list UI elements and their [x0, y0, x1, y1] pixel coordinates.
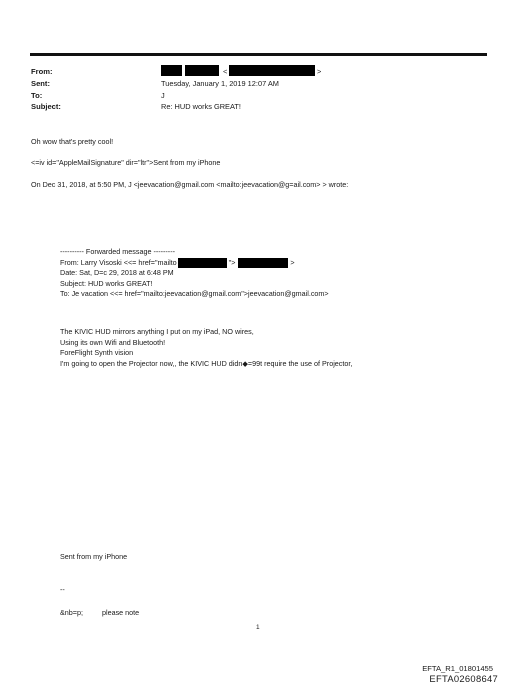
subject-value: Re: HUD works GREAT!: [161, 102, 241, 111]
from-label: From:: [31, 67, 53, 76]
message-line: I'm going to open the Projector now,, the KIVIC HUD didn◆=99t require the use of Projector,: [60, 358, 353, 368]
page-number: 1: [256, 624, 260, 631]
message-body: [60, 327, 352, 369]
bates-number-2: EFTA02608647: [429, 673, 498, 684]
signature-dashes: --: [60, 585, 65, 594]
to-label: To:: [31, 91, 43, 100]
redaction-box: [238, 258, 288, 268]
redaction-box: [185, 65, 219, 76]
sent-value: Tuesday, January 1, 2019 12:07 AM: [161, 79, 279, 88]
header-divider: [30, 53, 487, 56]
quoted-header-line: On Dec 31, 2018, at 5:50 PM, J <jeevacation@gmail.com <mailto:jeevacation@g=ail.com> > wrote:: [31, 180, 349, 189]
message-line: The KIVIC HUD mirrors anything I put on my iPad, NO wires,: [60, 327, 254, 336]
sent-from-iphone: Sent from my iPhone: [60, 552, 128, 561]
redaction-box: [229, 65, 315, 76]
forward-from-end: >: [290, 257, 295, 267]
message-line: Using its own Wifi and Bluetooth!: [60, 337, 166, 347]
nbsp-entity: &nb=p;: [60, 608, 83, 617]
to-value: J: [161, 91, 165, 100]
forward-date: Date: Sat, D=c 29, 2018 at 6:48 PM: [60, 268, 174, 278]
subject-label: Subject:: [31, 102, 61, 111]
from-bracket-close: >: [317, 67, 322, 76]
forwarded-block: [60, 247, 329, 300]
forward-from-row: [60, 258, 329, 269]
please-note: please note: [102, 608, 140, 617]
redaction-box: [178, 258, 227, 268]
redaction-box: [161, 65, 182, 76]
forward-subject: Subject: HUD works GREAT!: [60, 278, 153, 288]
reply-line: Oh wow that's pretty cool!: [31, 137, 114, 146]
bates-number-1: EFTA_R1_01801455: [422, 664, 493, 673]
message-line: ForeFlight Synth vision: [60, 348, 134, 357]
sent-label: Sent:: [31, 79, 50, 88]
from-bracket-open: <: [223, 67, 228, 76]
forward-from-mid: ">: [228, 257, 236, 267]
reply-signature-line: <=iv id="AppleMailSignature" dir="ltr">Sent from my iPhone: [31, 158, 221, 167]
forward-from-prefix: From: Larry Visoski <<= href="mailto: [60, 257, 177, 267]
forward-separator: ---------- Forwarded message ---------: [60, 247, 175, 256]
forward-to: To: Je vacation <<= href="mailto:jeevacation@gmail.com">jeevacation@gmail.com>: [60, 289, 329, 299]
